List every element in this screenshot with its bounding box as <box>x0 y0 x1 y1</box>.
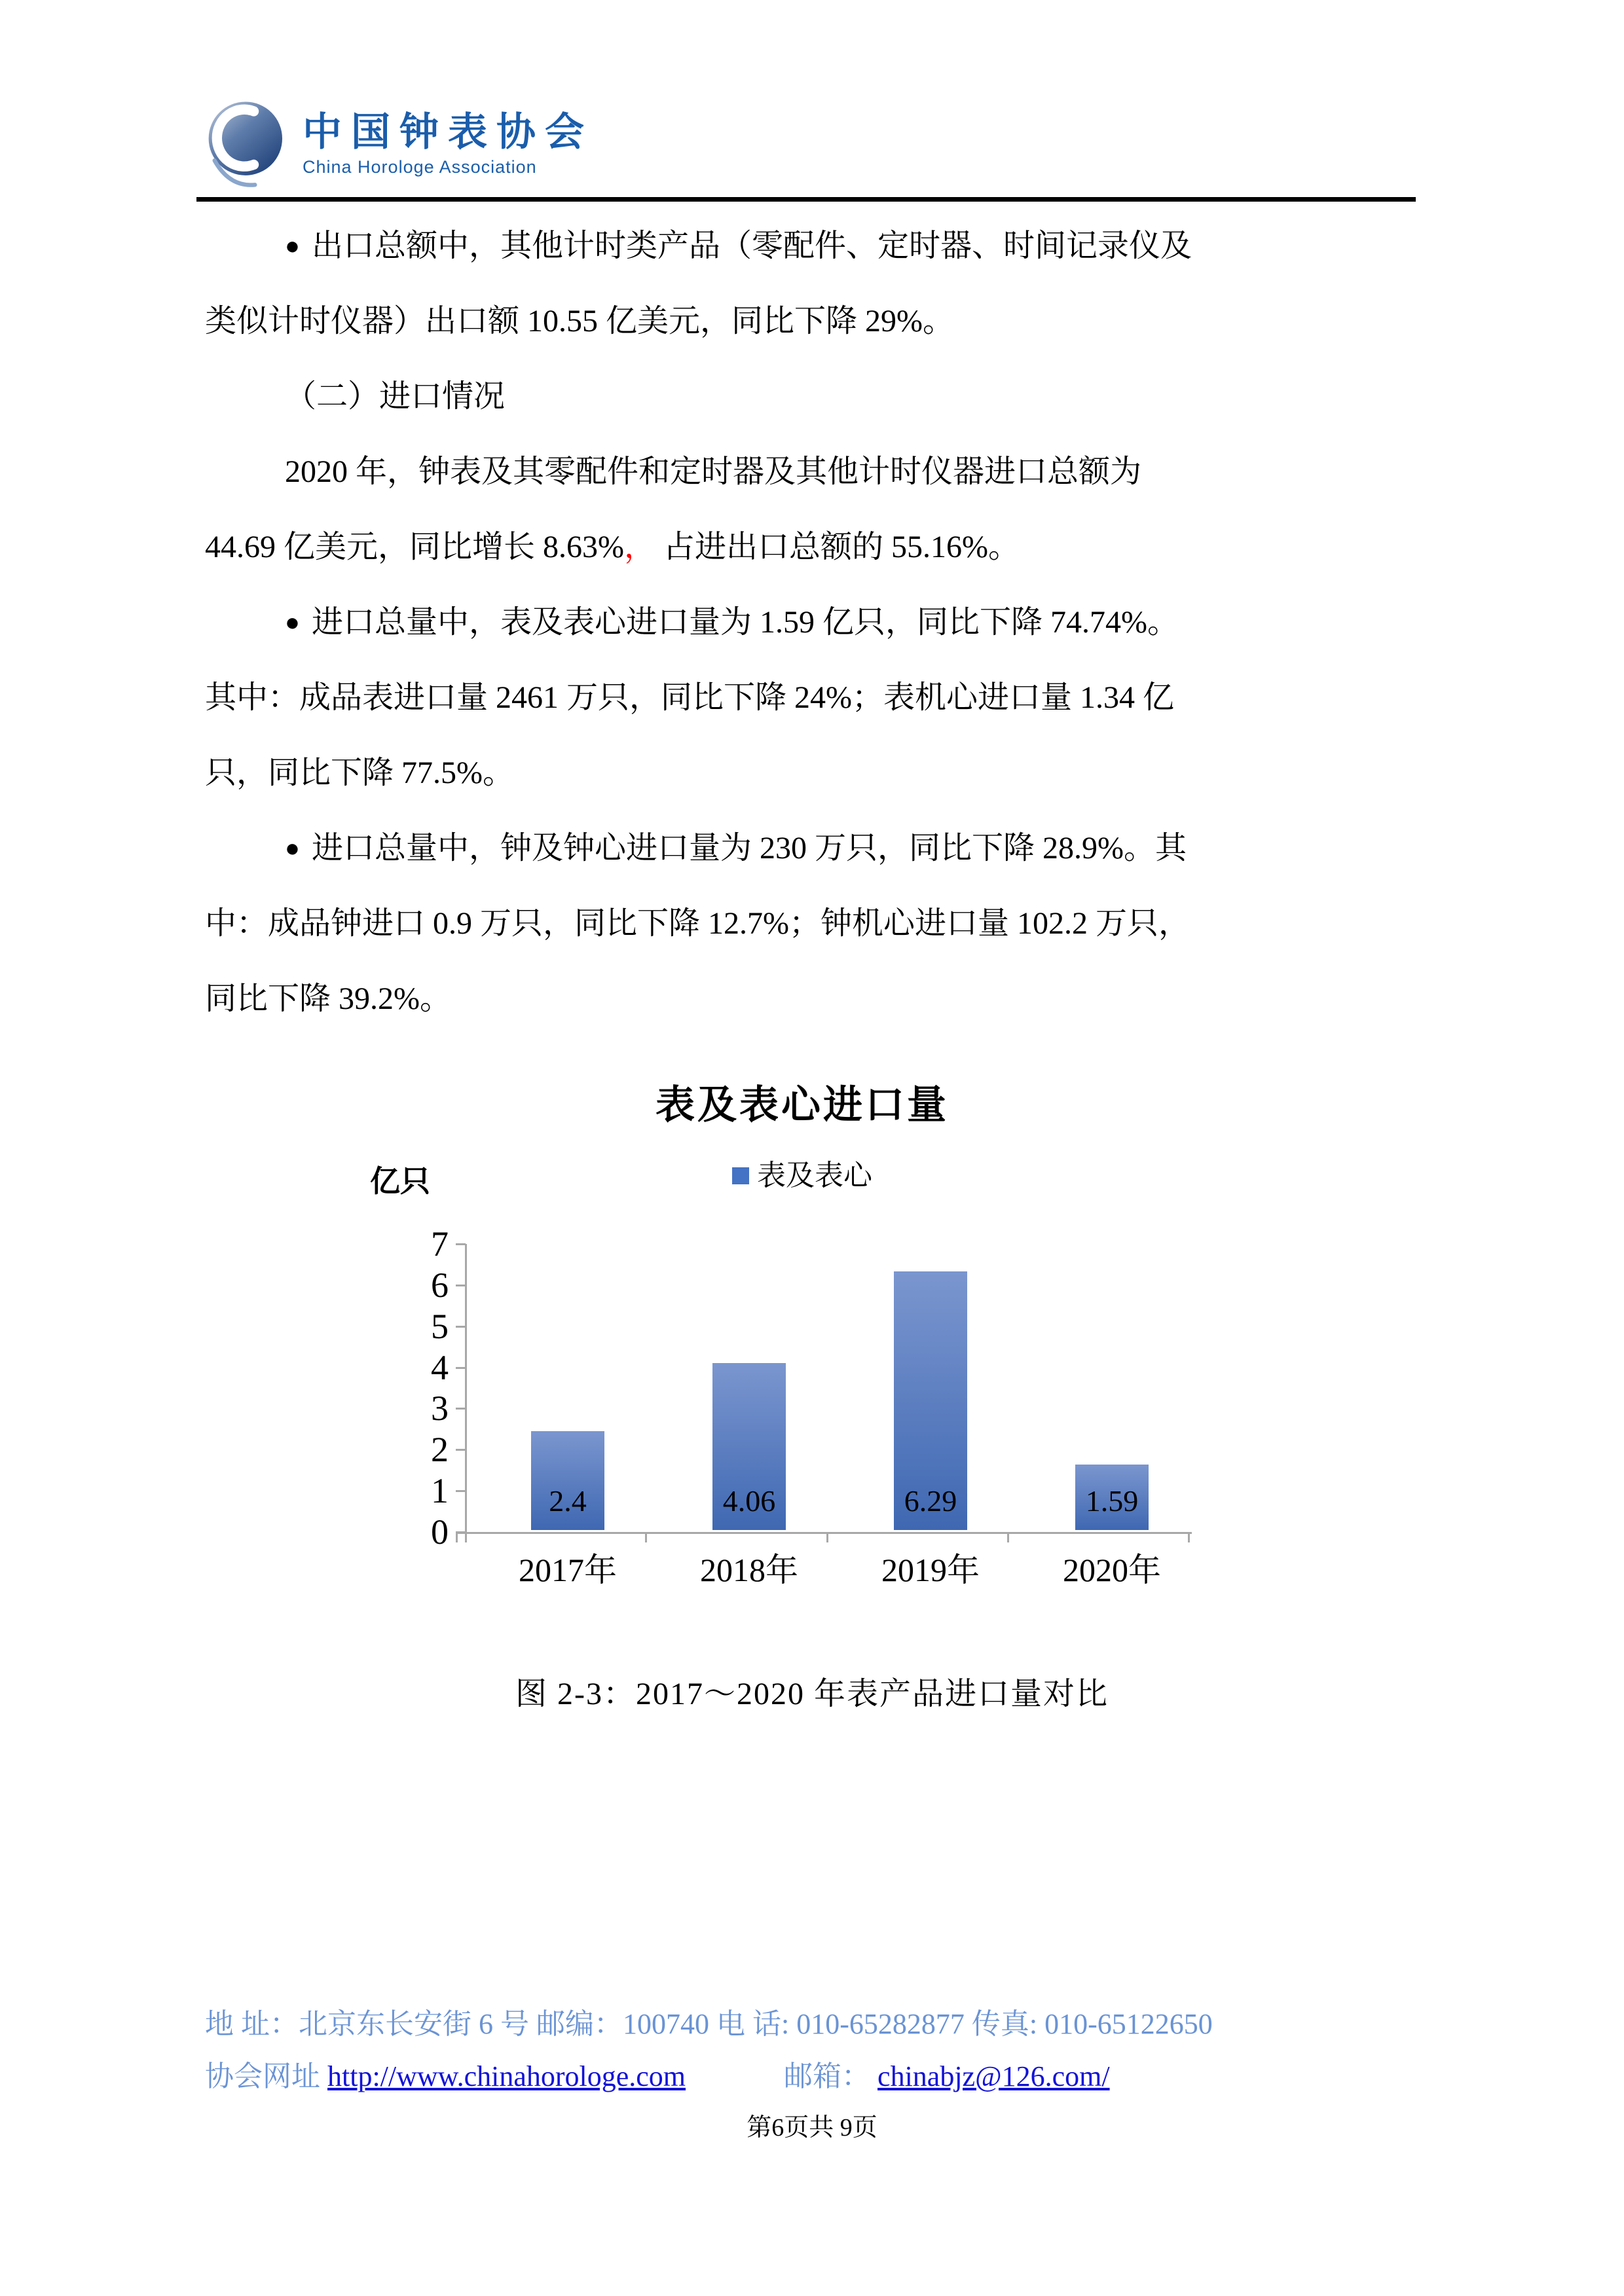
legend-swatch <box>732 1167 749 1184</box>
logo-english-name: China Horologe Association <box>303 157 537 177</box>
bar-2019 <box>894 1271 967 1530</box>
x-tick <box>1188 1534 1190 1542</box>
paragraph-text: 进口总量中，钟及钟心进口量为 230 万只，同比下降 28.9%。其 <box>311 831 1187 866</box>
y-axis <box>465 1244 467 1542</box>
body-text <box>205 208 1416 1036</box>
x-category-label: 2017年 <box>519 1552 617 1588</box>
paragraph-import-total-line1: 2020 年，钟表及其零配件和定时器及其他计时仪器进口总额为 <box>285 454 1142 489</box>
bar-2018 <box>712 1363 786 1530</box>
x-tick <box>1007 1534 1009 1542</box>
header-divider <box>196 197 1416 202</box>
paragraph-watch-import-line2: 其中：成品表进口量 2461 万只，同比下降 24%；表机心进口量 1.34 亿 <box>205 680 1174 715</box>
x-category-label: 2020年 <box>1063 1552 1161 1588</box>
paragraph-clock-import-line3: 同比下降 39.2%。 <box>205 981 451 1016</box>
y-tick-label: 3 <box>431 1389 449 1428</box>
y-tick-label: 2 <box>431 1430 449 1469</box>
y-tick-label: 0 <box>431 1512 449 1552</box>
x-tick <box>645 1534 647 1542</box>
section-heading-import: （二）进口情况 <box>285 379 506 414</box>
y-tick-label: 1 <box>431 1471 449 1510</box>
bar-value-label: 6.29 <box>904 1484 957 1518</box>
x-category-label: 2018年 <box>700 1552 798 1588</box>
bar-value-label: 2.4 <box>549 1484 587 1518</box>
bullet-icon: ● <box>285 609 300 636</box>
email-link[interactable]: chinabjz@126.com/ <box>877 2060 1110 2092</box>
page-number: 第6页共 9页 <box>747 2114 877 2141</box>
logo-text <box>303 110 593 177</box>
y-tick-label: 6 <box>431 1266 449 1305</box>
association-logo <box>195 98 593 193</box>
plot-area <box>431 1224 1189 1588</box>
paragraph-import-total-line2 <box>205 509 1416 585</box>
x-tick <box>826 1534 828 1542</box>
chart-legend <box>732 1161 872 1190</box>
y-tick <box>456 1367 466 1369</box>
logo-sphere-icon <box>195 98 293 193</box>
y-axis-unit-label: 亿只 <box>370 1165 430 1198</box>
bullet-icon: ● <box>285 835 300 862</box>
y-tick <box>456 1243 466 1245</box>
y-tick-label: 5 <box>431 1307 449 1346</box>
chart-title: 表及表心进口量 <box>655 1084 949 1127</box>
figure-caption: 图 2-3：2017～2020 年表产品进口量对比 <box>515 1677 1109 1711</box>
red-comma: ， <box>624 530 656 564</box>
bar-value-label: 1.59 <box>1085 1484 1139 1518</box>
y-tick-label: 4 <box>431 1348 449 1387</box>
bullet-icon: ● <box>285 232 300 260</box>
website-link[interactable]: http://www.chinahorologe.com <box>327 2060 686 2092</box>
bar-2020 <box>1075 1465 1149 1530</box>
website-label: 协会网址 <box>205 2060 320 2092</box>
y-tick <box>456 1326 466 1328</box>
paragraph-text: 44.69 亿美元，同比增长 8.63% <box>205 530 624 564</box>
legend-label: 表及表心 <box>757 1159 872 1192</box>
email-label: 邮箱： <box>784 2060 871 2092</box>
bar-chart <box>367 1074 1238 1617</box>
page-footer <box>205 1998 1416 2103</box>
x-axis <box>456 1532 1192 1534</box>
y-tick <box>456 1490 466 1492</box>
y-tick <box>456 1408 466 1410</box>
paragraph-text: 占进出口总额的 55.16%。 <box>655 530 1020 564</box>
y-tick <box>456 1285 466 1286</box>
paragraph-clock-import-line1 <box>205 811 1416 886</box>
bar-2017 <box>531 1431 604 1530</box>
paragraph-export-line1 <box>205 208 1416 283</box>
paragraph-watch-import-line3: 只，同比下降 77.5%。 <box>205 756 514 790</box>
x-tick <box>456 1534 458 1542</box>
paragraph-export-line2: 类似计时仪器）出口额 10.55 亿美元，同比下降 29%。 <box>205 304 954 338</box>
footer-address-line: 地 址：北京东长安街 6 号 邮编：100740 电 话: 010-65282877 传真: 010-65122650 <box>205 2008 1213 2040</box>
y-tick-label: 7 <box>431 1224 449 1264</box>
bar-value-label: 4.06 <box>722 1484 776 1518</box>
logo-chinese-name: 中国钟表协会 <box>303 110 593 154</box>
footer-links-line <box>205 2050 1416 2103</box>
y-tick <box>456 1531 466 1533</box>
y-tick <box>456 1449 466 1451</box>
x-category-label: 2019年 <box>881 1552 980 1588</box>
paragraph-watch-import-line1 <box>205 585 1416 660</box>
paragraph-text: 出口总额中，其他计时类产品（零配件、定时器、时间记录仪及 <box>311 228 1192 263</box>
paragraph-clock-import-line2: 中：成品钟进口 0.9 万只，同比下降 12.7%；钟机心进口量 102.2 万只， <box>205 906 1190 941</box>
paragraph-text: 进口总量中，表及表心进口量为 1.59 亿只，同比下降 74.74%。 <box>311 605 1179 640</box>
